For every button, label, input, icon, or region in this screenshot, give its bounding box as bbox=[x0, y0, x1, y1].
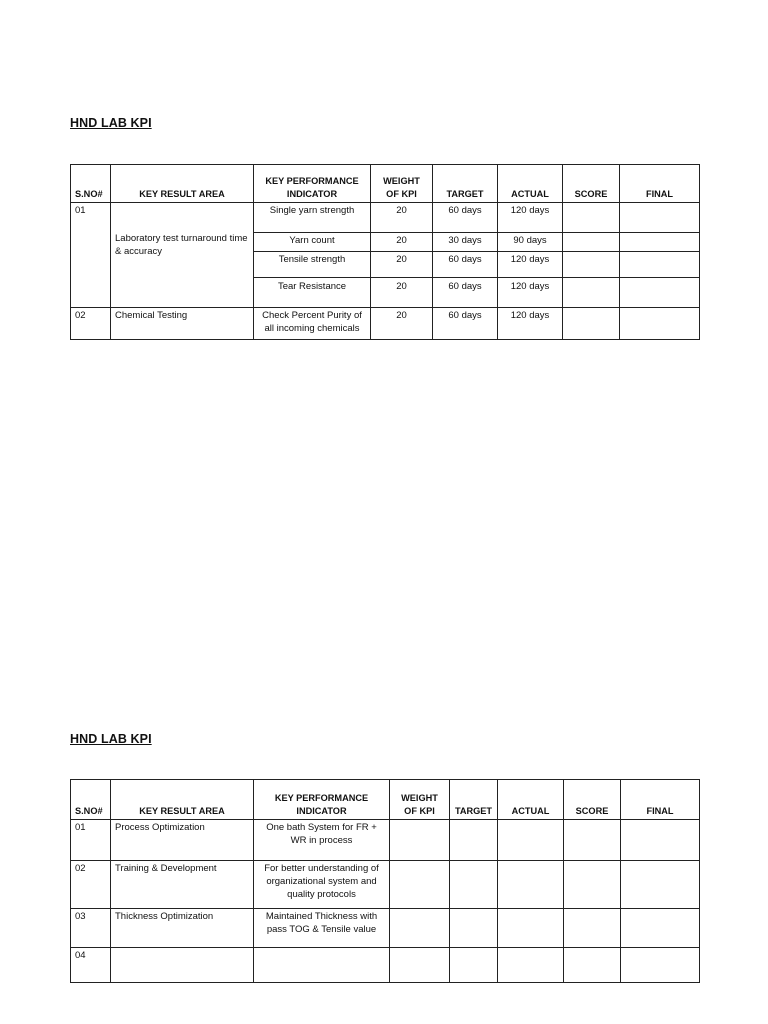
cell-kpi: Check Percent Purity of all incoming chemicals bbox=[254, 308, 371, 340]
cell-actual: 90 days bbox=[498, 233, 563, 252]
kpi-table-1 bbox=[70, 164, 700, 340]
cell-score bbox=[564, 820, 621, 861]
cell-weight: 20 bbox=[371, 278, 433, 308]
cell-kpi bbox=[254, 948, 390, 983]
cell-score bbox=[564, 909, 621, 948]
cell-final bbox=[620, 233, 700, 252]
table-row bbox=[71, 861, 700, 909]
cell-key-result-area bbox=[111, 948, 254, 983]
cell-weight: 20 bbox=[371, 233, 433, 252]
header-kpi-line-2: INDICATOR bbox=[296, 806, 347, 816]
cell-final bbox=[620, 252, 700, 278]
cell-score bbox=[563, 203, 620, 233]
cell-actual bbox=[498, 861, 564, 909]
cell-key-result-area: Process Optimization bbox=[111, 820, 254, 861]
cell-final bbox=[620, 308, 700, 340]
cell-final bbox=[621, 909, 700, 948]
cell-sno: 04 bbox=[71, 948, 111, 983]
cell-final bbox=[621, 861, 700, 909]
cell-score bbox=[563, 252, 620, 278]
cell-target: 60 days bbox=[433, 252, 498, 278]
section-1-title: HND LAB KPI bbox=[70, 116, 152, 130]
cell-target: 30 days bbox=[433, 233, 498, 252]
cell-kpi: Yarn count bbox=[254, 233, 371, 252]
cell-target: 60 days bbox=[433, 308, 498, 340]
cell-score bbox=[563, 308, 620, 340]
table-header-row bbox=[71, 780, 700, 820]
cell-sno: 01 bbox=[71, 203, 111, 308]
cell-score bbox=[564, 948, 621, 983]
cell-weight bbox=[390, 820, 450, 861]
cell-kpi: Tear Resistance bbox=[254, 278, 371, 308]
cell-kpi: For better understanding of organizational system and quality protocols bbox=[254, 861, 390, 909]
cell-target bbox=[450, 909, 498, 948]
cell-key-result-area: Chemical Testing bbox=[111, 308, 254, 340]
header-kpi-line-1: KEY PERFORMANCE bbox=[274, 793, 369, 803]
header-weight-line-1: WEIGHT bbox=[401, 793, 438, 803]
cell-score bbox=[563, 233, 620, 252]
header-key-result-area: KEY RESULT AREA bbox=[111, 780, 254, 820]
cell-weight: 20 bbox=[371, 308, 433, 340]
cell-target: 60 days bbox=[433, 278, 498, 308]
cell-actual: 120 days bbox=[498, 278, 563, 308]
header-target: TARGET bbox=[450, 780, 498, 820]
cell-key-result-area: Training & Development bbox=[111, 861, 254, 909]
header-final: FINAL bbox=[621, 780, 700, 820]
cell-target bbox=[450, 861, 498, 909]
cell-final bbox=[621, 820, 700, 861]
header-target: TARGET bbox=[433, 165, 498, 203]
header-kpi-line-2: INDICATOR bbox=[286, 189, 338, 199]
cell-weight bbox=[390, 909, 450, 948]
header-score: SCORE bbox=[564, 780, 621, 820]
header-kpi-line-1: KEY PERFORMANCE bbox=[265, 176, 359, 186]
cell-actual bbox=[498, 820, 564, 861]
cell-score bbox=[564, 861, 621, 909]
header-actual: ACTUAL bbox=[498, 165, 563, 203]
cell-kpi: Single yarn strength bbox=[254, 203, 371, 233]
header-weight-line-1: WEIGHT bbox=[383, 176, 420, 186]
table-header-row bbox=[71, 165, 700, 203]
table-row bbox=[71, 909, 700, 948]
header-weight-line-2: OF KPI bbox=[386, 189, 417, 199]
section-2-title: HND LAB KPI bbox=[70, 732, 152, 746]
table-row bbox=[71, 820, 700, 861]
cell-sno: 01 bbox=[71, 820, 111, 861]
header-key-result-area: KEY RESULT AREA bbox=[111, 165, 254, 203]
cell-actual: 120 days bbox=[498, 252, 563, 278]
cell-target: 60 days bbox=[433, 203, 498, 233]
header-weight-of-kpi bbox=[390, 780, 450, 820]
cell-actual bbox=[498, 909, 564, 948]
cell-weight bbox=[390, 948, 450, 983]
cell-final bbox=[621, 948, 700, 983]
cell-weight: 20 bbox=[371, 252, 433, 278]
cell-kpi: Tensile strength bbox=[254, 252, 371, 278]
header-final: FINAL bbox=[620, 165, 700, 203]
cell-actual bbox=[498, 948, 564, 983]
header-weight-of-kpi bbox=[371, 165, 433, 203]
cell-actual: 120 days bbox=[498, 203, 563, 233]
cell-target bbox=[450, 820, 498, 861]
cell-score bbox=[563, 278, 620, 308]
header-score: SCORE bbox=[563, 165, 620, 203]
cell-final bbox=[620, 278, 700, 308]
kpi-table-2 bbox=[70, 779, 700, 983]
table-row bbox=[71, 948, 700, 983]
cell-kpi: One bath System for FR + WR in process bbox=[254, 820, 390, 861]
table-row bbox=[71, 308, 700, 340]
cell-final bbox=[620, 203, 700, 233]
header-weight-line-2: OF KPI bbox=[404, 806, 435, 816]
cell-key-result-area: Thickness Optimization bbox=[111, 909, 254, 948]
cell-weight bbox=[390, 861, 450, 909]
header-sno: S.NO# bbox=[71, 780, 111, 820]
header-key-performance-indicator bbox=[254, 780, 390, 820]
cell-actual: 120 days bbox=[498, 308, 563, 340]
header-sno: S.NO# bbox=[71, 165, 111, 203]
cell-target bbox=[450, 948, 498, 983]
cell-sno: 02 bbox=[71, 861, 111, 909]
cell-weight: 20 bbox=[371, 203, 433, 233]
cell-key-result-area: Laboratory test turnaround time & accuracy bbox=[111, 203, 254, 308]
table-row bbox=[71, 203, 700, 233]
header-actual: ACTUAL bbox=[498, 780, 564, 820]
header-key-performance-indicator bbox=[254, 165, 371, 203]
cell-sno: 02 bbox=[71, 308, 111, 340]
cell-sno: 03 bbox=[71, 909, 111, 948]
cell-kpi: Maintained Thickness with pass TOG & Tensile value bbox=[254, 909, 390, 948]
